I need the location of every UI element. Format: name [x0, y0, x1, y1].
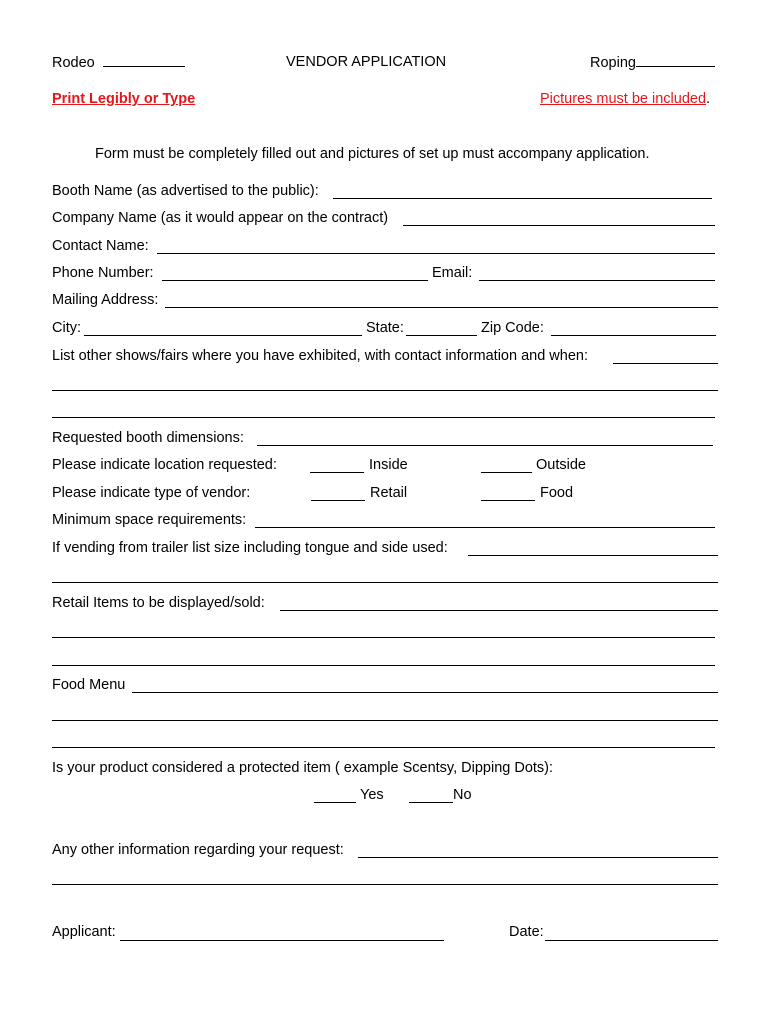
retail-items-line-3[interactable]	[52, 665, 715, 666]
inside-option: Inside	[369, 457, 408, 473]
print-notice: Print Legibly or Type	[52, 91, 196, 107]
roping-label: Roping	[590, 55, 636, 71]
trailer-line-1[interactable]	[468, 555, 718, 556]
pictures-notice-text: Pictures must be included	[540, 91, 707, 107]
other-info-line-1[interactable]	[358, 857, 718, 858]
roping-field[interactable]	[590, 53, 715, 72]
booth-dimensions-line[interactable]	[257, 445, 713, 446]
city-line[interactable]	[84, 335, 362, 336]
applicant-label: Applicant:	[52, 924, 116, 940]
other-shows-line-1[interactable]	[613, 363, 718, 364]
booth-dimensions-label: Requested booth dimensions:	[52, 430, 244, 446]
mailing-address-line[interactable]	[165, 307, 718, 308]
food-option: Food	[540, 485, 574, 501]
phone-label: Phone Number:	[52, 265, 154, 281]
yes-blank[interactable]	[314, 802, 356, 803]
food-menu-line-2[interactable]	[52, 720, 718, 721]
date-line[interactable]	[545, 940, 718, 941]
zip-line[interactable]	[551, 335, 716, 336]
company-name-label: Company Name (as it would appear on the contract)	[52, 210, 389, 226]
city-label: City:	[52, 320, 81, 336]
applicant-line[interactable]	[120, 940, 444, 941]
other-shows-label: List other shows/fairs where you have exhibited, with contact information and when:	[52, 348, 588, 364]
pictures-notice-period: .	[706, 91, 711, 107]
min-space-line[interactable]	[255, 527, 715, 528]
food-blank[interactable]	[481, 500, 535, 501]
outside-blank[interactable]	[481, 472, 532, 473]
phone-line[interactable]	[162, 280, 428, 281]
food-menu-line-1[interactable]	[132, 692, 718, 693]
outside-option: Outside	[536, 457, 586, 473]
yes-option: Yes	[360, 787, 384, 803]
intro-text: Form must be completely filled out and pictures of set up must accompany application.	[95, 146, 650, 162]
contact-name-label: Contact Name:	[52, 238, 149, 254]
zip-label: Zip Code:	[481, 320, 544, 336]
retail-option: Retail	[370, 485, 408, 501]
other-info-label: Any other information regarding your request:	[52, 842, 344, 858]
rodeo-field[interactable]	[52, 53, 185, 72]
email-label: Email:	[432, 265, 473, 281]
state-label: State:	[366, 320, 404, 336]
retail-items-line-2[interactable]	[52, 637, 715, 638]
no-blank[interactable]	[409, 802, 453, 803]
location-label: Please indicate location requested:	[52, 457, 277, 473]
roping-blank[interactable]	[636, 53, 715, 67]
min-space-label: Minimum space requirements:	[52, 512, 247, 528]
mailing-address-label: Mailing Address:	[52, 292, 159, 308]
state-line[interactable]	[406, 335, 477, 336]
rodeo-blank[interactable]	[103, 53, 185, 67]
trailer-label: If vending from trailer list size including tongue and side used:	[52, 540, 448, 556]
company-name-line[interactable]	[403, 225, 715, 226]
retail-blank[interactable]	[311, 500, 365, 501]
trailer-line-2[interactable]	[52, 582, 718, 583]
other-info-line-2[interactable]	[52, 884, 718, 885]
booth-name-line[interactable]	[333, 198, 712, 199]
other-shows-line-3[interactable]	[52, 417, 715, 418]
inside-blank[interactable]	[310, 472, 364, 473]
vendor-type-label: Please indicate type of vendor:	[52, 485, 251, 501]
food-menu-label: Food Menu	[52, 677, 126, 693]
date-label: Date:	[509, 924, 544, 940]
form-title: VENDOR APPLICATION	[286, 54, 447, 70]
other-shows-line-2[interactable]	[52, 390, 718, 391]
protected-item-label: Is your product considered a protected item ( example Scentsy, Dipping Dots):	[52, 760, 554, 776]
booth-name-label: Booth Name (as advertised to the public):	[52, 183, 319, 199]
retail-items-label: Retail Items to be displayed/sold:	[52, 595, 265, 611]
pictures-notice	[540, 90, 710, 108]
food-menu-line-3[interactable]	[52, 747, 715, 748]
retail-items-line-1[interactable]	[280, 610, 718, 611]
rodeo-label: Rodeo	[52, 55, 95, 71]
email-line[interactable]	[479, 280, 715, 281]
no-option: No	[453, 787, 472, 803]
contact-name-line[interactable]	[157, 253, 715, 254]
